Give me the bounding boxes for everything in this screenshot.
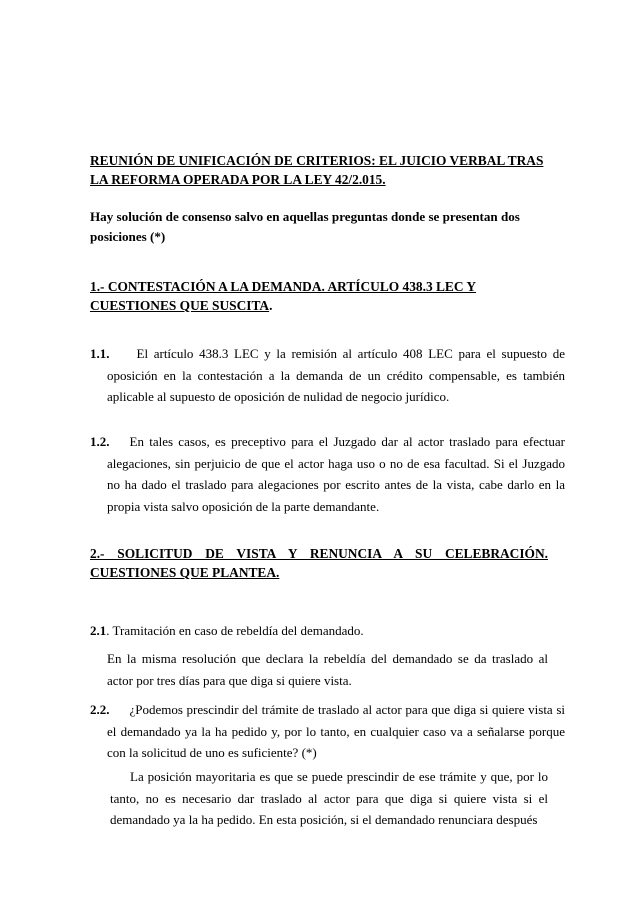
item-2-1-number: 2.1	[90, 623, 107, 638]
item-1-2-number: 1.2.	[90, 434, 110, 449]
section-1-heading-line-1: 1.- CONTESTACIÓN A LA DEMANDA. ARTÍCULO 438.3 LEC Y	[90, 279, 477, 294]
section-2-heading-line-1: 2.- SOLICITUD DE VISTA Y RENUNCIA A SU CELEBRACIÓN.	[90, 546, 548, 561]
item-2-2-text: ¿Podemos prescindir del trámite de traslado al actor para que diga si quiere vista si el demandado ya la ha pedido y, por lo tanto, en cualquier caso va a señalarse porque con la solicitud de uno es suficiente? (*)	[107, 702, 565, 760]
item-2-2	[90, 699, 565, 764]
item-1-1-number: 1.1.	[90, 346, 110, 361]
item-2-1-title: . Tramitación en caso de rebeldía del demandado.	[106, 623, 364, 638]
section-2-heading	[90, 544, 548, 582]
item-1-1	[90, 343, 565, 408]
title-line-1: REUNIÓN DE UNIFICACIÓN DE CRITERIOS: EL JUICIO VERBAL TRAS	[90, 153, 544, 168]
item-1-1-text: El artículo 438.3 LEC y la remisión al artículo 408 LEC para el supuesto de oposición en la contestación a la demanda de un crédito compensable, es también aplicable al supuesto de oposición de nulidad de negocio jurídico.	[107, 346, 565, 404]
item-1-2	[90, 431, 565, 517]
section-1-heading-period: .	[269, 298, 273, 313]
section-1-heading	[90, 277, 548, 315]
document-title	[90, 151, 548, 189]
item-2-1-heading	[90, 620, 548, 642]
item-1-2-text: En tales casos, es preceptivo para el Juzgado dar al actor traslado para efectuar alegaciones, sin perjuicio de que el actor haga uso o no de esa facultad. Si el Juzgado no ha dado el traslado para alegaciones por escrito antes de la vista, cabe darlo en la propia vista salvo oposición de la parte demandante.	[107, 434, 565, 514]
item-2-1-text: En la misma resolución que declara la rebeldía del demandado se da traslado al actor por tres días para que diga si quiere vista.	[107, 651, 548, 688]
document-subtitle: Hay solución de consenso salvo en aquellas preguntas donde se presentan dos posiciones (*)	[90, 209, 520, 244]
item-2-2-answer: La posición mayoritaria es que se puede prescindir de ese trámite y que, por lo tanto, no es necesario dar traslado al actor para que diga si quiere vista si el demandado ya la ha pedido. En esta posición, si el demandado renunciara después	[110, 769, 548, 827]
section-1-heading-line-2: CUESTIONES QUE SUSCITA	[90, 298, 270, 313]
section-2-heading-line-2: CUESTIONES QUE PLANTEA.	[90, 565, 280, 580]
title-line-2: LA REFORMA OPERADA POR LA LEY 42/2.015.	[90, 172, 386, 187]
item-2-2-number: 2.2.	[90, 702, 110, 717]
